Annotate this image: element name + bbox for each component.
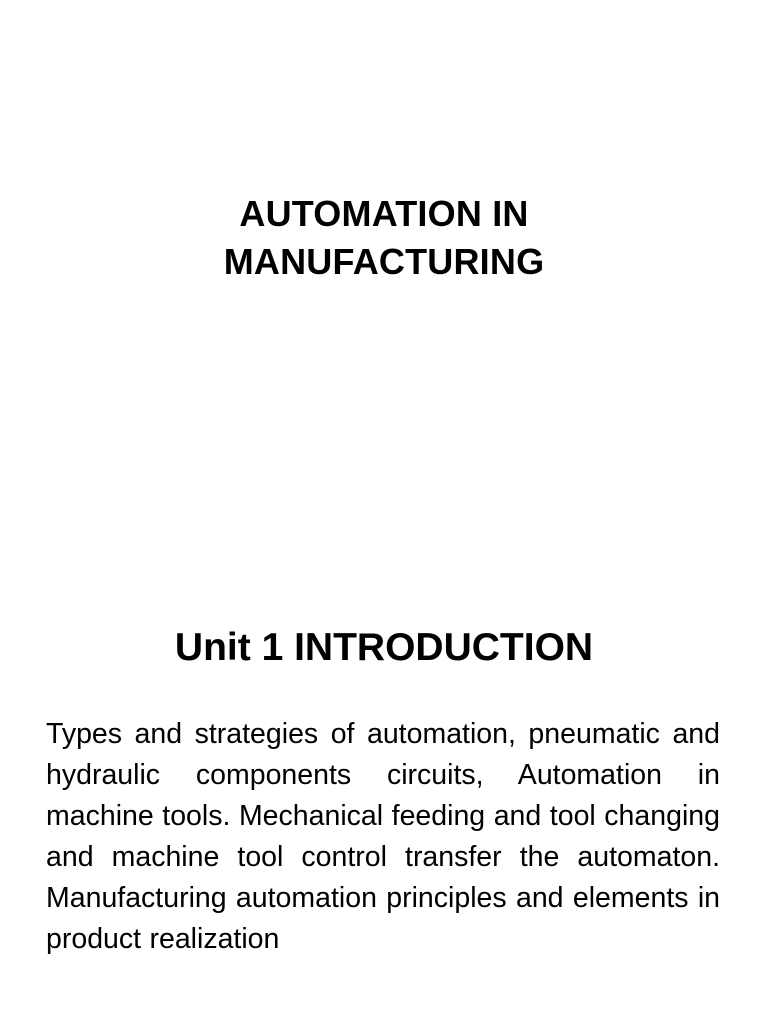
unit-heading: Unit 1 INTRODUCTION (174, 626, 594, 669)
slide-title (0, 190, 768, 286)
slide-title-line-2: MANUFACTURING (223, 241, 545, 282)
slide-title-line-1: AUTOMATION IN (239, 193, 529, 234)
unit-description: Types and strategies of automation, pneumatic and hydraulic components circuits, Automation in machine tools. Mechanical feeding and tool changing and machine tool control transfer the automaton. Manufacturing automation principles and elements in product realization (46, 718, 720, 955)
